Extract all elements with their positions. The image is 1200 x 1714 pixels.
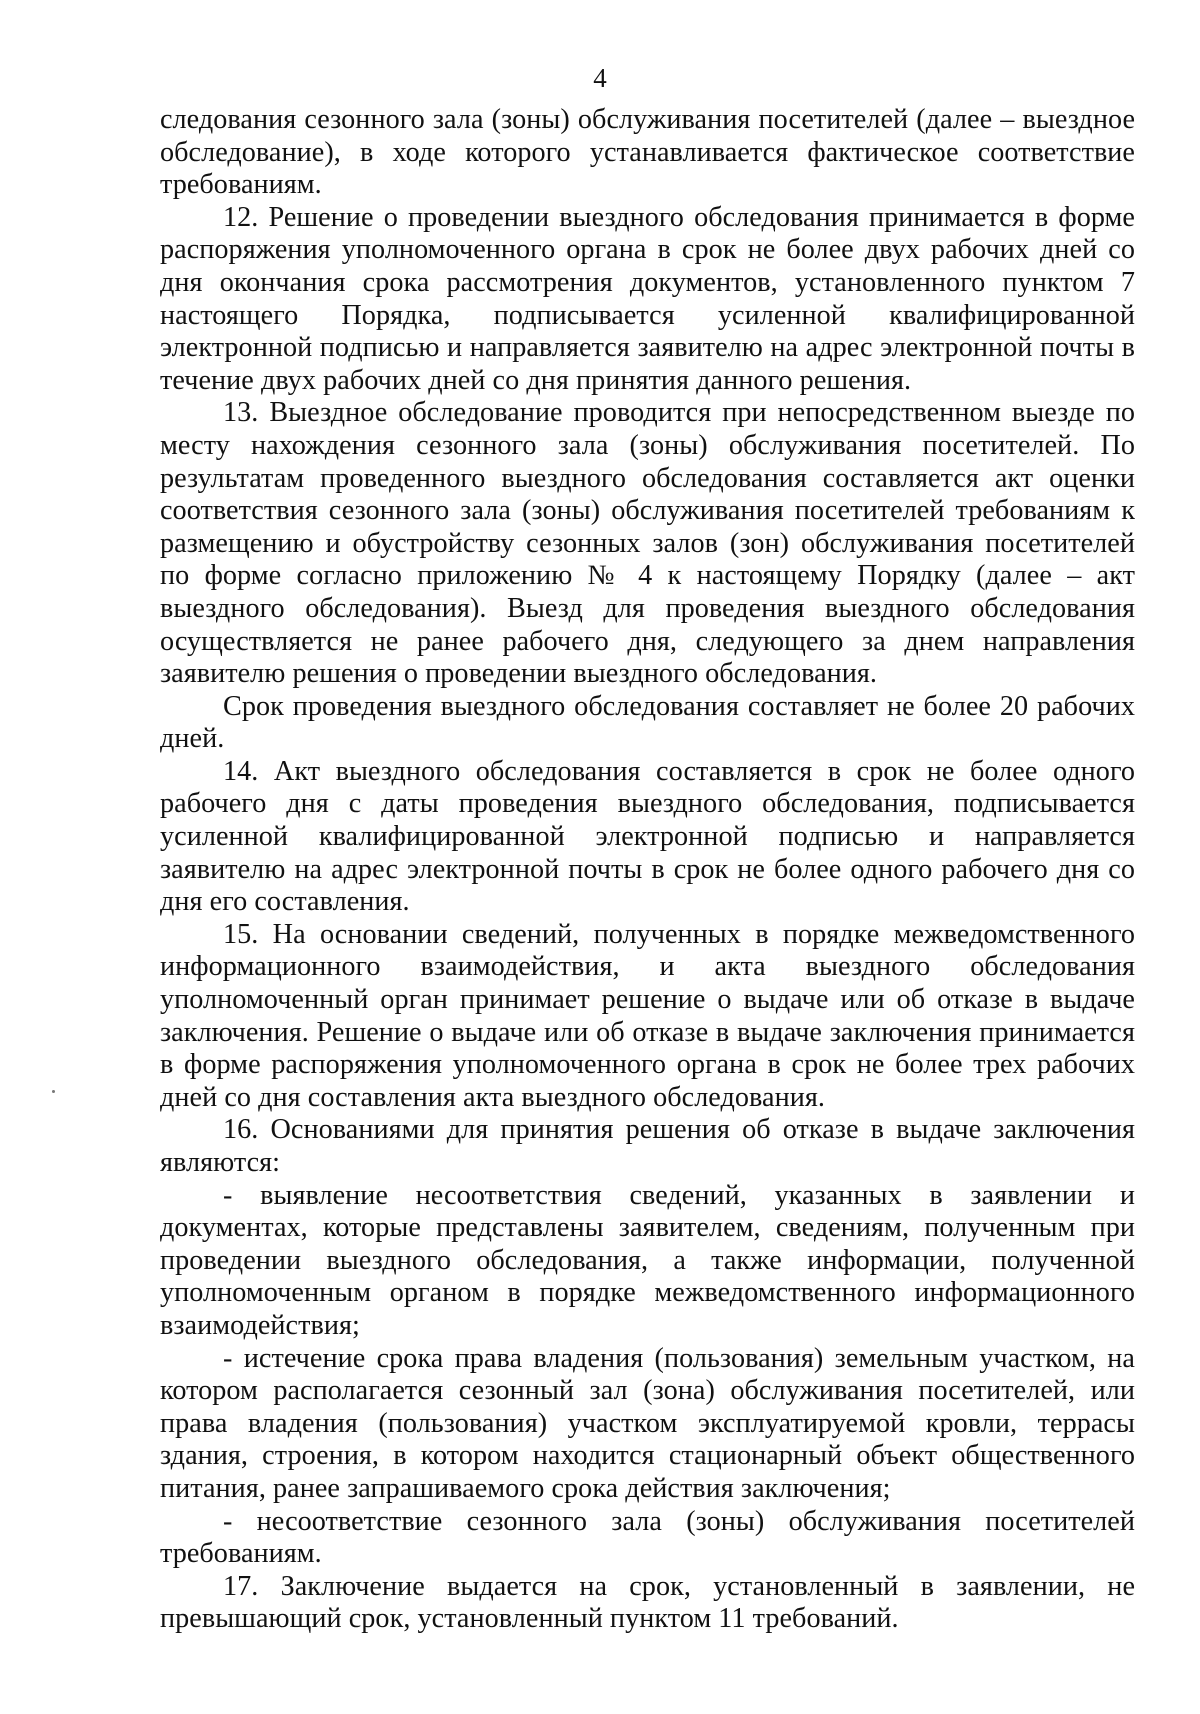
paragraph-16-item-2: - истечение срока права владения (пользования) земельным участком, на котором располагается сезонный зал (зона) обслуживания посетителей, или права владения (пользования) участком эксплуатируемой кровли, террасы здания, строения, в котором находится стационарный объект общественного питания, ранее запрашиваемого срока действия заключения; (160, 1342, 1135, 1504)
paragraph-16-item-1: - выявление несоответствия сведений, указанных в заявлении и документах, которые представлены заявителем, сведениям, полученным при проведении выездного обследования, а также информации, полученной уполномоченным органом в порядке межведомственного информационного взаимодействия; (160, 1179, 1135, 1341)
paragraph-12: 12. Решение о проведении выездного обследования принимается в форме распоряжения уполномоченного органа в срок не более двух рабочих дней со дня окончания срока рассмотрения документов, установленного пунктом 7 настоящего Порядка, подписывается усиленной квалифицированной электронной подписью и направляется заявителю на адрес электронной почты в течение двух рабочих дней со дня принятия данного решения. (160, 201, 1135, 396)
paragraph-16-item-3: - несоответствие сезонного зала (зоны) обслуживания посетителей требованиям. (160, 1505, 1135, 1570)
paragraph-13: 13. Выездное обследование проводится при непосредственном выезде по месту нахождения сезонного зала (зоны) обслуживания посетителей. По результатам проведенного выездного обследования составляется акт оценки соответствия сезонного зала (зоны) обслуживания посетителей требованиям к размещению и обустройству сезонных залов (зон) обслуживания посетителей по форме согласно приложению № 4 к настоящему Порядку (далее – акт выездного обследования). Выезд для проведения выездного обследования осуществляется не ранее рабочего дня, следующего за днем направления заявителю решения о проведении выездного обследования. (160, 397, 1135, 690)
paragraph-17: 17. Заключение выдается на срок, установленный в заявлении, не превышающий срок, установленный пунктом 11 требований. (160, 1570, 1135, 1635)
document-body (160, 104, 1135, 1636)
paragraph-15: 15. На основании сведений, полученных в порядке межведомственного информационного взаимодействия, и акта выездного обследования уполномоченный орган принимает решение о выдаче или об отказе в выдаче заключения. Решение о выдаче или об отказе в выдаче заключения принимается в форме распоряжения уполномоченного органа в срок не более трех рабочих дней со дня составления акта выездного обследования. (160, 918, 1135, 1113)
paragraph-continuation: следования сезонного зала (зоны) обслуживания посетителей (далее – выездное обследование), в ходе которого устанавливается фактическое соответствие требованиям. (160, 104, 1135, 201)
scan-speck (52, 1090, 55, 1093)
paragraph-16: 16. Основаниями для принятия решения об отказе в выдаче заключения являются: (160, 1114, 1135, 1178)
paragraph-14: 14. Акт выездного обследования составляется в срок не более одного рабочего дня с даты проведения выездного обследования, подписывается усиленной квалифицированной электронной подписью и направляется заявителю на адрес электронной почты в срок не более одного рабочего дня со дня его составления. (160, 755, 1135, 918)
paragraph-13-term: Срок проведения выездного обследования составляет не более 20 рабочих дней. (160, 690, 1135, 755)
page-number: 4 (593, 63, 607, 93)
